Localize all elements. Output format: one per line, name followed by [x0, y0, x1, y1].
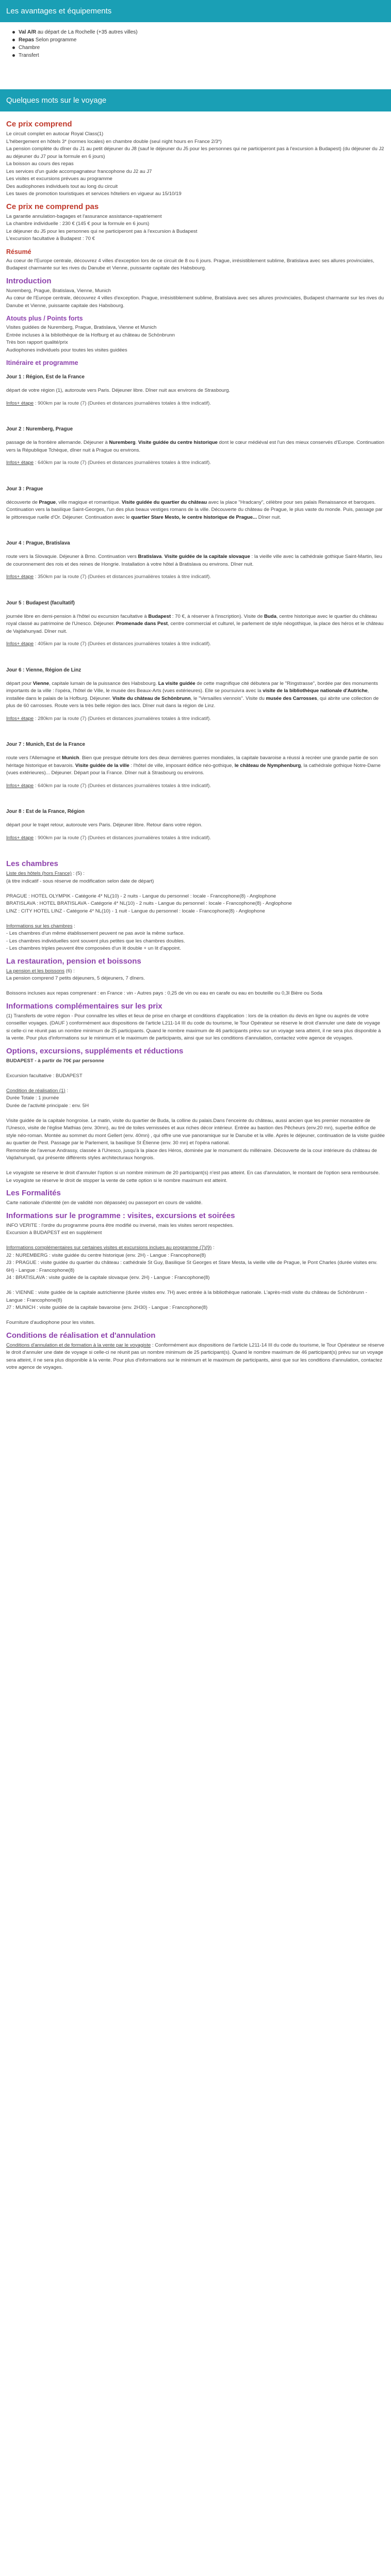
- advantage-item: [12, 36, 385, 44]
- text-line: [6, 908, 385, 916]
- day-text-part: dont le cœur médiéval est l'un des mieux conservés d'Europe. Continuation vers la République Tchèque, dîner nuit à Prague ou environs.: [6, 440, 384, 453]
- text-line: [6, 923, 385, 931]
- day-text-highlight: Prague: [39, 499, 56, 505]
- line-text: (6) :: [64, 968, 75, 974]
- day-info-line: [6, 568, 385, 595]
- day-text-part: départ de votre région (1), autoroute vers Paris. Déjeuner libre. Dîner nuit aux environs de Strasbourg.: [6, 388, 231, 393]
- day-text: [6, 439, 385, 454]
- day-distance: 405km par la route (7): [38, 641, 87, 647]
- text-line: [6, 1095, 385, 1102]
- day-text-part: journée libre en demi-pension à l'hôtel ou excursion facultative à: [6, 613, 149, 619]
- day-text-highlight: Visite du château de Schönbrunn: [112, 695, 191, 701]
- text-line: [6, 1312, 385, 1320]
- text-line: Les services d'un guide accompagnateur francophone du J2 au J7: [6, 168, 152, 174]
- day-text-highlight: Visite guidée de la ville: [75, 762, 129, 769]
- text-line: La garantie annulation-bagages et l'assurance assistance-rapatriement: [6, 213, 162, 219]
- text-line: [6, 1102, 385, 1110]
- advantage-item: [12, 52, 385, 59]
- day-text: [6, 613, 385, 636]
- day-text-part: .: [135, 440, 138, 445]
- advantage-text: Selon programme: [34, 37, 77, 43]
- info-etape-link[interactable]: Infos+ étape: [6, 782, 34, 789]
- line-text: Fourniture d'audiophone pour les visites.: [6, 1320, 95, 1325]
- day-text-part: départ pour le trajet retour, autoroute vers Paris. Déjeuner libre. Retour dans votre région.: [6, 822, 203, 828]
- day-distance: 640km par la route (7): [38, 782, 87, 789]
- text-line: [6, 1162, 385, 1170]
- day-text-part: , la cathédrale gothique Notre-Dame (vues extérieures)... Déjeuner. Départ pour la France. Dîner nuit à Strasbourg ou environs.: [6, 762, 381, 776]
- itinerary-day: [6, 535, 385, 595]
- day-text-part: route vers la Slovaquie. Déjeuner à Brno. Continuation vers: [6, 554, 138, 559]
- itineraire-title: Itinéraire et programme: [6, 359, 78, 366]
- day-text-part: , capitale lumain de la puissance des Habsbourg.: [49, 680, 158, 686]
- day-text: [6, 387, 385, 395]
- underlined-label[interactable]: Informations sur les chambres: [6, 923, 73, 929]
- text-line: Entrée incluses à la bibliothèque de la Hofburg et au château de Schönbrunn: [6, 332, 175, 338]
- day-text-part: de cette magnifique cité débutera par le "Ringstrasse", bordée par des monuments importants de la ville : l'opéra, l'hôtel de Ville, le musée des Beaux-Arts (vues extérieures). Elle se poursuivra avec la: [6, 680, 378, 694]
- text-line: [6, 1304, 385, 1312]
- prix-comprend-title: Ce prix comprend: [6, 120, 72, 129]
- advantage-label: Val A/R: [19, 29, 37, 35]
- day-text-part: , installée dans le palais de la Hofburg. Déjeuner.: [6, 688, 369, 701]
- info-etape-link[interactable]: Infos+ étape: [6, 641, 34, 647]
- line-text: Durée de l'activité principale : env. 5H: [6, 1102, 89, 1109]
- day-title: Jour 6 : Vienne, Région de Linz: [6, 667, 82, 673]
- text-line: [6, 900, 385, 908]
- chambres-list: [6, 870, 385, 953]
- line-text: Excursion à BUDAPEST est en supplément: [6, 1230, 102, 1236]
- day-distance: 280km par la route (7): [38, 715, 87, 722]
- text-line: [6, 1259, 385, 1274]
- line-text: :: [72, 923, 75, 929]
- itinerary-day: [6, 369, 385, 421]
- underlined-label[interactable]: Liste des hôtels (hors France): [6, 871, 72, 876]
- day-text-part: , qui abrite une collection de plus de 60 carrosses. Route vers la très belle région des lacs. Dîner nuit dans la région de Linz.: [6, 695, 379, 709]
- text-line: L'hébergement en hôtels 3* (normes locales) en chambre double (seul night hours en France 2/3*): [6, 138, 222, 145]
- text-line: [6, 990, 385, 998]
- day-text-part: , ville magique et romantique.: [56, 499, 122, 505]
- line-text: Remontée de l'avenue Andrassy, classée à l'Unesco, jusqu'à la place des Héros, dominée par le monument du millénaire. Découverte de la cour intérieure du château de Vajdahunyad, qui présente différents styles architecturaux hongrois.: [6, 1147, 377, 1161]
- day-text-part: . Bien que presque détruite lors des deux dernières guerres mondiales, la capitale bavaroise a réussi à recréer une grande partie de son héritage historique et bavarois.: [6, 755, 378, 769]
- day-text: [6, 680, 385, 710]
- day-text: [6, 553, 385, 568]
- text-line: Visites guidées de Nuremberg, Prague, Bratislava, Vienne et Munich: [6, 325, 157, 330]
- complementaires-text: (1) Transferts de votre région - Pour connaître les villes et lieux de prise en charge et conditions d'application : lors de la création du devis en ligne ou auprès de votre conseiller voyages. (DAUF ) conformément aux dispositions de l'article L211-14 III du code du tourisme, le Tour Opérateur se réserve le droit d'annuler une date de voyage si celle-ci ne réunit pas un nombre minimum de 25 participants. Quand le nombre maximum de 46 participants prévu sur un voyage sera atteint, il ne sera plus disponible à la vente. Pour plus d'informations sur le minimum et le maximum de participants, ainsi que sur les conditions d'annulation, contactez votre agence de voyages.: [6, 1013, 381, 1041]
- day-text-part: découverte de: [6, 499, 39, 505]
- itinerary-day: [6, 595, 385, 662]
- advantages-banner: Les avantages et équipements: [0, 0, 391, 22]
- line-text: PRAGUE : HOTEL OLYMPIK - Catégorie 4* NL(10) - 2 nuits - Langue du personnel : locale - Francophone(8) - Anglophone: [6, 893, 276, 899]
- text-line: [6, 983, 385, 990]
- info-sep: :: [34, 460, 38, 466]
- text-line: Très bon rapport qualité/prix: [6, 340, 68, 345]
- info-etape-link[interactable]: Infos+ étape: [6, 715, 34, 722]
- text-line: [6, 1274, 385, 1282]
- info-suffix: (Durées et distances journalières totales à titre indicatif).: [86, 460, 211, 466]
- advantage-item: [12, 28, 385, 36]
- itinerary-day: [6, 662, 385, 737]
- day-text-part: , centre historique avec le quartier du château royal classé au patrimoine de l'Unesco. Déjeuner.: [6, 613, 377, 627]
- underlined-label[interactable]: Informations complémentaires sur certaines visites et excursions inclues au programme (7)(9): [6, 1245, 212, 1251]
- text-line: [6, 1177, 385, 1185]
- day-text-part: passage de la frontière allemande. Déjeuner à: [6, 440, 109, 445]
- line-text: - Les chambres individuelles sont souvent plus petites que les chambres doubles.: [6, 938, 185, 944]
- day-info-line: [6, 710, 385, 737]
- info-suffix: (Durées et distances journalières totales à titre indicatif).: [86, 715, 211, 722]
- text-line: [6, 885, 385, 893]
- line-text: Boissons incluses aux repas comprenant : en France : vin - Autres pays : 0,25 de vin ou eau en carafe ou eau en bouteille ou 0,3l Bière ou Soda: [6, 990, 322, 996]
- text-line: [6, 1073, 385, 1080]
- text-line: Les visites et excursions prévues au programme: [6, 176, 112, 182]
- text-line: [6, 930, 385, 938]
- line-text: INFO VERITE : l'ordre du programme pourra être modifié ou inversé, mais les visites seront respectées.: [6, 1222, 234, 1228]
- prix-comprend-list: [6, 131, 385, 198]
- info-sep: :: [34, 574, 38, 580]
- restauration-title: La restauration, pension et boissons: [6, 956, 141, 966]
- day-text-highlight: Vienne: [32, 680, 50, 686]
- advantage-text: au départ de La Rochelle (+35 autres villes): [36, 29, 138, 35]
- text-line: Le déjeuner du J5 pour les personnes qui ne participeront pas à l'excursion à Budapest: [6, 228, 198, 234]
- line-text: - Les chambres d'un même établissement peuvent ne pas avoir la même surface.: [6, 931, 185, 936]
- advantages-list: [6, 26, 385, 65]
- info-sep: :: [34, 400, 38, 406]
- underlined-label[interactable]: La pension et les boissons: [6, 968, 65, 974]
- text-line: [6, 1229, 385, 1237]
- day-info-line: [6, 395, 385, 421]
- line-text: Le voyagiste se réserve le droit d'annuler l'option si un nombre minimum de 20 participant(s) n'est pas atteint. En cas d'annulation, le montant de l'option sera remboursée.: [6, 1170, 380, 1176]
- prix-pas-list: [6, 213, 385, 243]
- atouts-list: [6, 324, 385, 354]
- day-text-part: : la vieille ville avec la cathédrale gothique Saint-Martin, lieu de couronnement des rois et des reines de Hongrie. Installation à votre hôtel à Bratislava ou environs. Dîner nuit.: [6, 554, 382, 567]
- line-text: Durée Totale : 1 journée: [6, 1095, 59, 1101]
- info-suffix: (Durées et distances journalières totales à titre indicatif).: [86, 782, 211, 789]
- advantage-text: Transfert: [19, 53, 39, 58]
- info-sep: :: [34, 835, 38, 841]
- day-text-highlight: Munich: [61, 755, 79, 761]
- info-suffix: (Durées et distances journalières totales à titre indicatif).: [86, 641, 211, 647]
- options-list: [6, 1058, 385, 1185]
- day-text: [6, 755, 385, 777]
- info-etape-link[interactable]: Infos+ étape: [6, 400, 34, 406]
- day-text-highlight: Visite guidée de la capitale slovaque: [164, 554, 250, 559]
- day-text-highlight: Visite guidée du centre historique: [138, 440, 218, 445]
- voyage-banner: Quelques mots sur le voyage: [0, 89, 391, 111]
- text-line: [6, 938, 385, 946]
- annulation-title: Conditions de réalisation et d'annulation: [6, 1331, 156, 1340]
- text-line: [6, 1237, 385, 1245]
- advantages-block: [0, 22, 391, 69]
- text-line: La boisson au cours des repas: [6, 161, 74, 167]
- line-text: (à titre indicatif - sous réserve de modification selon date de départ): [6, 878, 154, 884]
- text-line: Audiophones individuels pour toutes les visites guidées: [6, 347, 127, 353]
- day-text-part: : l'hôtel de ville, imposant édifice néo-gothique,: [129, 762, 235, 769]
- day-distance: 900km par la route (7): [38, 400, 87, 406]
- text-line: Le circuit complet en autocar Royal Class(1): [6, 131, 104, 137]
- text-line: [6, 878, 385, 886]
- text-line: [6, 945, 385, 953]
- formalites-title: Les Formalités: [6, 1189, 61, 1197]
- line-text: :: [211, 1245, 215, 1251]
- line-text: : (5) :: [71, 871, 85, 876]
- day-title: Jour 3 : Prague: [6, 486, 43, 492]
- itinerary-day: [6, 481, 385, 535]
- day-text-part: .: [161, 554, 165, 559]
- day-text-part: , le "Versailles viennois". Visite du: [190, 695, 266, 701]
- text-line: [6, 1319, 385, 1327]
- info-etape-link[interactable]: Infos+ étape: [6, 460, 34, 466]
- info-suffix: (Durées et distances journalières totales à titre indicatif).: [86, 835, 211, 841]
- line-text: BRATISLAVA : HOTEL BRATISLAVA - Catégorie 4* NL(10) - 2 nuits - Langue du personnel : locale - Francophone(8) - Anglophone: [6, 901, 292, 906]
- day-title: Jour 1 : Région, Est de la France: [6, 374, 85, 380]
- resume-title: Résumé: [6, 248, 31, 255]
- text-line: [6, 1087, 385, 1095]
- day-text: [6, 822, 385, 829]
- day-text-highlight: Promenade dans Pest: [116, 621, 168, 627]
- annulation-text: Conditions d'annulation et de formation à la vente par le voyagiste : Conformément aux dispositions de l'article L211-14 III du code du tourisme, le Tour Opérateur se réserve le droit d'annuler une date de voyage si celle-ci ne réunit pas un nombre minimum de 25 participant(s). Quand le nombre maximum de 46 participant(s) prévu sur un voyage sera atteint, il ne sera plus disponible à la vente. Pour plus d'informations sur le minimum et le maximum de participants, ainsi que sur les conditions d'annulation, contactez votre agence de voyages.: [6, 1342, 384, 1370]
- text-line: [6, 975, 385, 983]
- annulation-conditions-link[interactable]: Conditions d'annulation et de formation à la vente par le voyagiste: [6, 1342, 151, 1348]
- day-text-highlight: Visite guidée du quartier du château: [122, 499, 207, 505]
- text-line: La pension complète du dîner du J1 au petit déjeuner du J8 (sauf le déjeuner du J5 pour les personnes qui ne participeront pas à l'excursion à Budapest) (du déjeuner du J2 au déjeuner du J7 pour la formule en 6 jours): [6, 146, 384, 159]
- day-text-part: route vers l'Allemagne et: [6, 755, 62, 761]
- day-text-highlight: Nuremberg: [109, 440, 136, 445]
- line-text: J7 : MUNICH : visite guidée de la capitale bavaroise (env. 2H30) - Langue : Francophone(8): [6, 1305, 208, 1310]
- day-distance: 900km par la route (7): [38, 835, 87, 841]
- day-info-line: [6, 635, 385, 662]
- underlined-label[interactable]: Condition de réalisation (1): [6, 1087, 66, 1094]
- text-line: [6, 893, 385, 901]
- atouts-title: Atouts plus / Points forts: [6, 315, 83, 322]
- day-text-part: départ pour: [6, 680, 33, 686]
- itinerary-days: [6, 369, 385, 855]
- itinerary-day: [6, 736, 385, 803]
- itinerary-day: [6, 803, 385, 855]
- text-line: [6, 1058, 385, 1065]
- line-text: J3 : PRAGUE : visite guidée du quartier du château : cathédrale St Guy, Basilique St Georges et Stare Mesta, la vieille ville de Prague, le Pont Charles (durée visites env. 6H) - Langue : Francophone(8): [6, 1260, 378, 1273]
- text-line: [6, 915, 385, 923]
- day-title: Jour 7 : Munich, Est de la France: [6, 742, 85, 747]
- text-line: [6, 1289, 385, 1304]
- day-text-highlight: La visite guidée: [158, 680, 196, 686]
- day-text-highlight: le château de Nymphenburg: [234, 762, 301, 769]
- day-text-part: Dîner nuit.: [257, 514, 281, 520]
- info-sep: :: [34, 641, 38, 647]
- info-sep: :: [34, 782, 38, 789]
- advantage-item: [12, 44, 385, 52]
- resume-text: Au coeur de l'Europe centrale, découvrez 4 villes d'exception lors de ce circuit de 8 ou 6 jours. Prague, irrésistiblement sublime, Bratislava avec ses allures provinciales, Budapest charmante sur les rives du Danube et Vienne, puissante capitale des Habsbourg.: [6, 258, 374, 271]
- day-text-highlight: visite de la bibliothèque nationale d'Autriche: [263, 688, 368, 694]
- info-etape-link[interactable]: Infos+ étape: [6, 835, 34, 841]
- day-text-highlight: Buda: [264, 613, 276, 619]
- text-line: [6, 968, 385, 975]
- day-title: Jour 2 : Nuremberg, Prague: [6, 426, 73, 432]
- line-text: Excursion facultative : BUDAPEST: [6, 1073, 83, 1079]
- introduction-subtitle: Nuremberg, Prague, Bratislava, Vienne, Munich: [6, 287, 111, 294]
- introduction-title: Introduction: [6, 276, 52, 285]
- formalites-text: Carte nationale d'identité (en de validité non dépassée) ou passeport en cours de validité.: [6, 1200, 203, 1206]
- introduction-text: Au cœur de l'Europe centrale, découvrez 4 villes d'exception. Prague, irrésistiblement sublime, Bratislava avec ses allures provinciales, Budapest charmante sur les rives du Danube et Vienne, puissante capitale des Habsbourg.: [6, 295, 384, 309]
- day-text-highlight: Budapest: [148, 613, 171, 619]
- day-title: Jour 8 : Est de la France, Région: [6, 809, 85, 814]
- text-line: [6, 1222, 385, 1230]
- day-info-line: [6, 777, 385, 804]
- advantage-text: Chambre: [19, 45, 40, 51]
- text-line: [6, 1252, 385, 1260]
- text-line: [6, 1080, 385, 1087]
- infos-programme-list: [6, 1222, 385, 1327]
- infos-programme-title: Informations sur le programme : visites, excursions et soirées: [6, 1211, 235, 1220]
- day-text-highlight: quartier Stare Mesto, le centre historique de Prague...: [131, 514, 257, 520]
- restauration-list: [6, 968, 385, 998]
- line-text: J6 : VIENNE : visite guidée de la capitale autrichienne (durée visites env. 7H) avec entrée à la bibliothèque nationale. L'après-midi visite du château de Schönbrunn - Langue : Francophone(8): [6, 1290, 367, 1303]
- itinerary-day: [6, 421, 385, 481]
- day-info-line: [6, 829, 385, 856]
- day-text-part: , centre commercial et culturel, le parlement de style néogothique, la place des héros et le château de Vajdahunyad. Dîner nuit.: [6, 621, 384, 634]
- line-text: - Les chambres triples peuvent être composées d'un lit double + un lit d'appoint.: [6, 946, 181, 951]
- info-sep: :: [34, 715, 38, 722]
- info-suffix: (Durées et distances journalières totales à titre indicatif).: [86, 400, 211, 406]
- line-text: Le voyagiste se réserve le droit de stopper la vente de cette option si le nombre maximum est atteint.: [6, 1177, 227, 1183]
- line-text: J2 : NUREMBERG : visite guidée du centre historique (env. 2H) - Langue : Francophone(8): [6, 1252, 206, 1258]
- text-line: [6, 1117, 385, 1147]
- text-line: [6, 1110, 385, 1117]
- advantage-label: Repas: [19, 37, 35, 43]
- text-line: [6, 1170, 385, 1177]
- text-line: La chambre individuelle : 230 € (145 € pour la formule en 6 jours): [6, 221, 150, 227]
- day-text-highlight: musée des Carrosses: [266, 695, 317, 701]
- text-line: Les taxes de promotion touristiques et services hôteliers en vigueur au 15/10/19: [6, 191, 182, 197]
- text-line: [6, 870, 385, 878]
- line-text: :: [65, 1087, 69, 1094]
- content-block: [0, 111, 391, 1376]
- day-title: Jour 5 : Budapest (facultatif): [6, 600, 75, 606]
- day-text-highlight: Bratislava: [138, 554, 162, 559]
- chambres-title: Les chambres: [6, 859, 58, 868]
- day-text-part: avec la place "Hradcany", célèbre pour ses palais Renaissance et baroques. Continuation vers la basilique Saint-Georges, l'un des plus beaux vestiges romans de la ville. Découverte du château de Prague, le plus vaste du monde. Puis, passage par le pittoresque ruelle d'Or. Déjeuner. Continuation avec le: [6, 499, 383, 520]
- text-line: [6, 1244, 385, 1252]
- info-suffix: (Durées et distances journalières totales à titre indicatif).: [86, 574, 211, 580]
- complementaires-title: Informations complémentaires sur les prix: [6, 1001, 162, 1011]
- line-text: LINZ : CITY HOTEL LINZ - Catégorie 4* NL(10) - 1 nuit - Langue du personnel : locale - Francophone(8) - Anglophone: [6, 908, 265, 914]
- text-line: [6, 1147, 385, 1162]
- text-line: [6, 1065, 385, 1073]
- text-line: [6, 1282, 385, 1290]
- line-text: La pension comprend 7 petits déjeuners, 5 déjeuners, 7 dîners.: [6, 975, 145, 981]
- day-distance: 350km par la route (7): [38, 574, 87, 580]
- day-info-line: [6, 454, 385, 481]
- options-title: Options, excursions, suppléments et réductions: [6, 1046, 184, 1055]
- day-text: [6, 499, 385, 522]
- day-title: Jour 4 : Prague, Bratislava: [6, 540, 70, 546]
- prix-pas-title: Ce prix ne comprend pas: [6, 202, 99, 211]
- day-distance: 640km par la route (7): [38, 460, 87, 466]
- info-etape-link[interactable]: Infos+ étape: [6, 574, 34, 580]
- line-text: J4 : BRATISLAVA : visite guidée de la capitale slovaque (env. 2H) - Langue : Francophone(8): [6, 1275, 210, 1281]
- day-text-part: : 70 €, à réserver à l'inscription). Visite de: [171, 613, 264, 619]
- line-text: Visite guidée de la capitale hongroise. Le matin, visite du quartier de Buda, la colline du palais.Dans l'enceinte du château, aussi ancien que les premier monastère de l'Unesco, visite de l'église Mathias (env. 30mn), au tiré de toiles vernissées et aux riches décor intérieur. Entrée au bastion des Pêcheurs (env.20 mn), superbe édifice de style néo-roman. Montée au sommet du mont Gellert (env. 40mn) , qui offre une vue panoramique sur le Danube et la ville. Après le déjeuner, continuation de la visite guidée au quartier de Pest. Passage par le Parlement, la basilique St Étienne (env. 30 mn) et l'opéra national.: [6, 1117, 385, 1146]
- bold-text: BUDAPEST - à partir de 70€ par personne: [6, 1058, 104, 1064]
- text-line: L'excursion facultative à Budapest : 70 €: [6, 236, 95, 242]
- text-line: Des audiophones individuels tout au long du circuit: [6, 183, 118, 189]
